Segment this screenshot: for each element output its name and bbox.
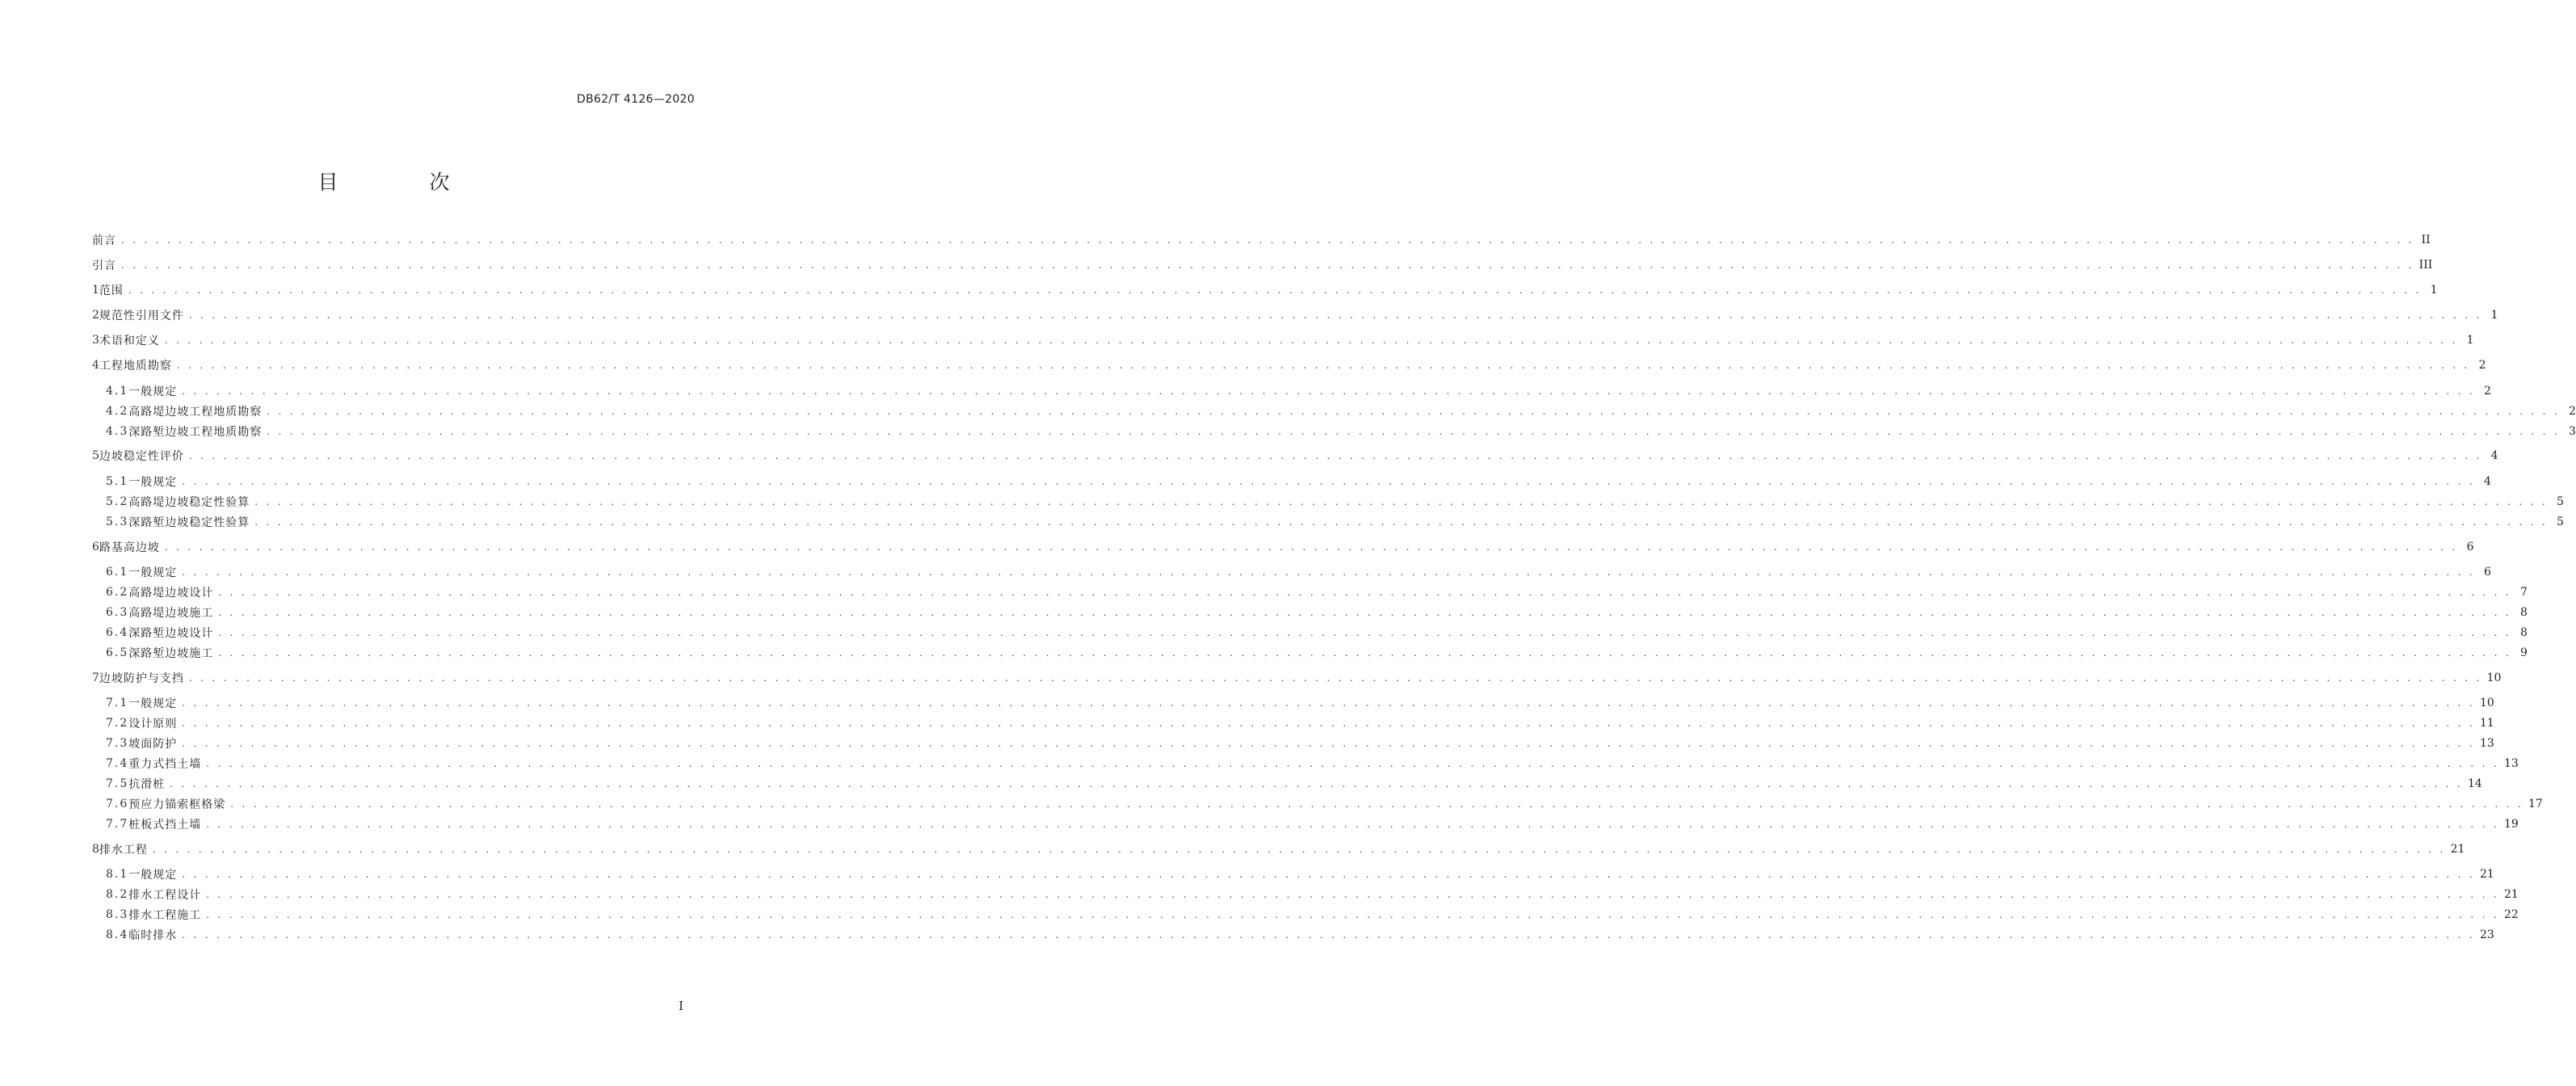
toc-entry[interactable] (92, 814, 2519, 834)
toc-entry[interactable] (92, 512, 2564, 532)
dot-leader: . . . . . . . . . . . . . . . . . . . . . . . . . . . . . . . . . . . . . . . . . . . . . . . . . . . . . . . . . . . . . . . . . . . . . . . . . . . . . . . . . . . . . . . . . . . . . . . . . . . . . . . . . . . . . . . . . . . . . . . . . . . . . . . . . . . . . . . . . . . . . . . . . . . . . . . . . . . . . . . . . . . . . . . . . . . . . . . . . . . . . . . . . . . . . . . . . . . . . . . . (218, 647, 2511, 659)
toc-entry-page: 13 (2503, 757, 2519, 770)
dot-leader: . . . . . . . . . . . . . . . . . . . . . . . . . . . . . . . . . . . . . . . . . . . . . . . . . . . . . . . . . . . . . . . . . . . . . . . . . . . . . . . . . . . . . . . . . . . . . . . . . . . . . . . . . . . . . . . . . . . . . . . . . . . . . . . . . . . . . . . . . . . . . . . . . . . . . . . . . . . . . . . . . . . . . . . . . . . . . . . . . . . . . . . . . . . . . . . . . . . . . . . . (164, 335, 2458, 346)
toc-entry-number: 7.6 (106, 798, 129, 810)
toc-entry-number: 5 (92, 449, 99, 462)
toc-entry-label: 高路堤边坡工程地质勘察 (128, 406, 263, 419)
toc-entry-page: 21 (2503, 888, 2519, 901)
dot-leader: . . . . . . . . . . . . . . . . . . . . . . . . . . . . . . . . . . . . . . . . . . . . . . . . . . . . . . . . . . . . . . . . . . . . . . . . . . . . . . . . . . . . . . . . . . . . . . . . . . . . . . . . . . . . . . . . . . . . . . . . . . . . . . . . . . . . . . . . . . . . . . . . . . . . . . . . . . . . . . . . . . . . . . . . . . . . . . . . . . . . . . . . . . . . . . . . . . . . . . . . (182, 476, 2475, 487)
toc-entry[interactable] (92, 668, 2502, 688)
dot-leader: . . . . . . . . . . . . . . . . . . . . . . . . . . . . . . . . . . . . . . . . . . . . . . . . . . . . . . . . . . . . . . . . . . . . . . . . . . . . . . . . . . . . . . . . . . . . . . . . . . . . . . . . . . . . . . . . . . . . . . . . . . . . . . . . . . . . . . . . . . . . . . . . . . . . . . . . . . . . . . . . . . . . . . . . . . . . . . . . . . . . . . . . . . . . . . . . . . . . . . . . (182, 738, 2475, 749)
dot-leader: . . . . . . . . . . . . . . . . . . . . . . . . . . . . . . . . . . . . . . . . . . . . . . . . . . . . . . . . . . . . . . . . . . . . . . . . . . . . . . . . . . . . . . . . . . . . . . . . . . . . . . . . . . . . . . . . . . . . . . . . . . . . . . . . . . . . . . . . . . . . . . . . . . . . . . . . . . . . . . . . . . . . . . . . . . . . . . . . . . . . . . . . . . . . . . . . . . . . . . . . (188, 309, 2482, 321)
toc-entry-number: 7.2 (106, 717, 129, 730)
toc-entry-number: 7.3 (106, 737, 129, 750)
toc-entry-number: 7.7 (106, 818, 129, 831)
dot-leader: . . . . . . . . . . . . . . . . . . . . . . . . . . . . . . . . . . . . . . . . . . . . . . . . . . . . . . . . . . . . . . . . . . . . . . . . . . . . . . . . . . . . . . . . . . . . . . . . . . . . . . . . . . . . . . . . . . . . . . . . . . . . . . . . . . . . . . . . . . . . . . . . . . . . . . . . . . . . . . . . . . . . . . . . . . . . . . . . . . . . . . . . . . . . . . . . . . . . . . . . (182, 869, 2475, 880)
toc-entry[interactable] (92, 381, 2491, 401)
toc-entry-page: 6 (2466, 541, 2474, 554)
toc-entry-number: 4.2 (106, 405, 129, 418)
toc-entry-label: 范围 (99, 284, 124, 297)
toc-entry-number: 5.3 (106, 516, 129, 528)
toc-entry-number: 8.1 (106, 868, 129, 881)
toc-entry[interactable] (92, 472, 2491, 491)
toc-entry-label: 一般规定 (128, 476, 178, 489)
toc-entry-number: 6.5 (106, 646, 129, 659)
dot-leader: . . . . . . . . . . . . . . . . . . . . . . . . . . . . . . . . . . . . . . . . . . . . . . . . . . . . . . . . . . . . . . . . . . . . . . . . . . . . . . . . . . . . . . . . . . . . . . . . . . . . . . . . . . . . . . . . . . . . . . . . . . . . . . . . . . . . . . . . . . . . . . . . . . . . . . . . . . . . . . . . . . . . . . . . . . . . . . . . . . . . . . . . . . . . . . . . . . . . . . . . (170, 778, 2463, 789)
page-title: 目 次 (317, 170, 485, 194)
toc-entry-number: 6.2 (106, 586, 129, 599)
toc-entry-page: III (2418, 259, 2433, 272)
toc-entry-label: 排水工程设计 (128, 889, 202, 902)
toc-entry[interactable] (92, 693, 2494, 713)
toc-entry-label: 边坡稳定性评价 (99, 450, 184, 463)
toc-entry-label: 排水工程施工 (128, 909, 202, 922)
toc-entry-number: 7 (92, 671, 99, 684)
dot-leader: . . . . . . . . . . . . . . . . . . . . . . . . . . . . . . . . . . . . . . . . . . . . . . . . . . . . . . . . . . . . . . . . . . . . . . . . . . . . . . . . . . . . . . . . . . . . . . . . . . . . . . . . . . . . . . . . . . . . . . . . . . . . . . . . . . . . . . . . . . . . . . . . . . . . . . . . . . . . . . . . . . . . . . . . . . . . . . . . . . . . . . . . . . . . . . . . . . . . . . . . (176, 360, 2470, 371)
toc-entry-number: 7.4 (106, 757, 129, 770)
toc-entry[interactable] (92, 925, 2494, 945)
toc-entry-number: 2 (92, 309, 99, 322)
dot-leader: . . . . . . . . . . . . . . . . . . . . . . . . . . . . . . . . . . . . . . . . . . . . . . . . . . . . . . . . . . . . . . . . . . . . . . . . . . . . . . . . . . . . . . . . . . . . . . . . . . . . . . . . . . . . . . . . . . . . . . . . . . . . . . . . . . . . . . . . . . . . . . . . . . . . . . . . . . . . . . . . . . . . . . . . . . . . . . . . . . . . . . . . . . . . . . . . . . . . . . . . (218, 627, 2511, 638)
toc-entry[interactable] (92, 330, 2474, 350)
dot-leader: . . . . . . . . . . . . . . . . . . . . . . . . . . . . . . . . . . . . . . . . . . . . . . . . . . . . . . . . . . . . . . . . . . . . . . . . . . . . . . . . . . . . . . . . . . . . . . . . . . . . . . . . . . . . . . . . . . . . . . . . . . . . . . . . . . . . . . . . . . . . . . . . . . . . . . . . . . . . . . . . . . . . . . . . . . . . . . . . . . . . . . . . . . . . . . . . . . . . . . . . (254, 496, 2548, 507)
toc-entry-page: 2 (2569, 405, 2576, 418)
toc-entry[interactable] (92, 402, 2576, 421)
toc-entry[interactable] (92, 754, 2519, 773)
toc-entry-page: 2 (2484, 385, 2491, 398)
toc-entry[interactable] (92, 603, 2528, 622)
toc-entry-page: 19 (2503, 818, 2519, 831)
toc-entry-label: 临时排水 (128, 929, 178, 942)
toc-entry-number: 7.5 (106, 777, 129, 790)
toc-entry-number: 4.3 (106, 425, 129, 438)
dot-leader: . . . . . . . . . . . . . . . . . . . . . . . . . . . . . . . . . . . . . . . . . . . . . . . . . . . . . . . . . . . . . . . . . . . . . . . . . . . . . . . . . . . . . . . . . . . . . . . . . . . . . . . . . . . . . . . . . . . . . . . . . . . . . . . . . . . . . . . . . . . . . . . . . . . . . . . . . . . . . . . . . . . . . . . . . . . . . . . . . . . . . . . . . . . . . . . . . . . . . . . . (121, 259, 2414, 271)
toc-entry-label: 工程地质勘察 (99, 360, 172, 373)
toc-entry-page: 3 (2569, 425, 2576, 438)
toc-entry[interactable] (92, 446, 2498, 465)
dot-leader: . . . . . . . . . . . . . . . . . . . . . . . . . . . . . . . . . . . . . . . . . . . . . . . . . . . . . . . . . . . . . . . . . . . . . . . . . . . . . . . . . . . . . . . . . . . . . . . . . . . . . . . . . . . . . . . . . . . . . . . . . . . . . . . . . . . . . . . . . . . . . . . . . . . . . . . . . . . . . . . . . . . . . . . . . . . . . . . . . . . . . . . . . . . . . . . . . . . . . . . . (182, 566, 2475, 578)
toc-entry-number: 4 (92, 359, 99, 372)
toc-entry-page: 1 (2490, 309, 2498, 322)
toc-entry-page: 23 (2479, 928, 2494, 941)
dot-leader: . . . . . . . . . . . . . . . . . . . . . . . . . . . . . . . . . . . . . . . . . . . . . . . . . . . . . . . . . . . . . . . . . . . . . . . . . . . . . . . . . . . . . . . . . . . . . . . . . . . . . . . . . . . . . . . . . . . . . . . . . . . . . . . . . . . . . . . . . . . . . . . . . . . . . . . . . . . . . . . . . . . . . . . . . . . . . . . . . . . . . . . . . . . . . . . . . . . . . . . . (267, 406, 2560, 417)
toc-entry-label: 引言 (92, 259, 116, 272)
toc-entry-label: 一般规定 (128, 697, 178, 710)
dot-leader: . . . . . . . . . . . . . . . . . . . . . . . . . . . . . . . . . . . . . . . . . . . . . . . . . . . . . . . . . . . . . . . . . . . . . . . . . . . . . . . . . . . . . . . . . . . . . . . . . . . . . . . . . . . . . . . . . . . . . . . . . . . . . . . . . . . . . . . . . . . . . . . . . . . . . . . . . . . . . . . . . . . . . . . . . . . . . . . . . . . . . . . . . . . . . . . . . . . . . . . . (152, 844, 2446, 855)
toc-entry-page: 7 (2520, 586, 2528, 599)
toc-entry-label: 深路堑边坡工程地质勘察 (128, 426, 263, 439)
toc-entry-number: 8.2 (106, 888, 129, 901)
toc-entry-label: 术语和定义 (99, 335, 160, 347)
toc-entry-page: 14 (2467, 777, 2482, 790)
toc-entry[interactable] (92, 230, 2431, 250)
toc-entry-label: 排水工程 (99, 844, 148, 857)
dot-leader: . . . . . . . . . . . . . . . . . . . . . . . . . . . . . . . . . . . . . . . . . . . . . . . . . . . . . . . . . . . . . . . . . . . . . . . . . . . . . . . . . . . . . . . . . . . . . . . . . . . . . . . . . . . . . . . . . . . . . . . . . . . . . . . . . . . . . . . . . . . . . . . . . . . . . . . . . . . . . . . . . . . . . . . . . . . . . . . . . . . . . . . . . . . . . . . . . . . . . . . . (188, 450, 2482, 461)
dot-leader: . . . . . . . . . . . . . . . . . . . . . . . . . . . . . . . . . . . . . . . . . . . . . . . . . . . . . . . . . . . . . . . . . . . . . . . . . . . . . . . . . . . . . . . . . . . . . . . . . . . . . . . . . . . . . . . . . . . . . . . . . . . . . . . . . . . . . . . . . . . . . . . . . . . . . . . . . . . . . . . . . . . . . . . . . . . . . . . . . . . . . . . . . . . . . . . . . . . . . . . . (254, 516, 2548, 528)
dot-leader: . . . . . . . . . . . . . . . . . . . . . . . . . . . . . . . . . . . . . . . . . . . . . . . . . . . . . . . . . . . . . . . . . . . . . . . . . . . . . . . . . . . . . . . . . . . . . . . . . . . . . . . . . . . . . . . . . . . . . . . . . . . . . . . . . . . . . . . . . . . . . . . . . . . . . . . . . . . . . . . . . . . . . . . . . . . . . . . . . . . . . . . . . . . . . . . . . . . . . . . . (206, 889, 2499, 900)
toc-entry[interactable] (92, 492, 2564, 511)
toc-entry-label: 一般规定 (128, 385, 178, 398)
toc-entry-number: 6.3 (106, 606, 129, 619)
toc-entry-page: 11 (2479, 717, 2494, 730)
toc-entry[interactable] (92, 623, 2528, 642)
toc-entry[interactable] (92, 356, 2486, 375)
toc-entry-number: 6.4 (106, 626, 129, 639)
toc-entry-label: 一般规定 (128, 566, 178, 579)
toc-entry[interactable] (92, 713, 2494, 733)
toc-entry-number: 8 (92, 843, 99, 856)
toc-entry[interactable] (92, 280, 2438, 300)
toc-entry-page: 21 (2479, 868, 2494, 881)
toc-entry-page: 8 (2520, 606, 2528, 619)
toc-entry[interactable] (92, 905, 2519, 924)
toc-entry-label: 抗滑桩 (128, 778, 166, 791)
toc-entry-label: 一般规定 (128, 869, 178, 882)
dot-leader: . . . . . . . . . . . . . . . . . . . . . . . . . . . . . . . . . . . . . . . . . . . . . . . . . . . . . . . . . . . . . . . . . . . . . . . . . . . . . . . . . . . . . . . . . . . . . . . . . . . . . . . . . . . . . . . . . . . . . . . . . . . . . . . . . . . . . . . . . . . . . . . . . . . . . . . . . . . . . . . . . . . . . . . . . . . . . . . . . . . . . . . . . . . . . . . . . . . . . . . . (121, 234, 2414, 246)
toc-entry[interactable] (92, 865, 2494, 884)
toc-entry-label: 设计原则 (128, 718, 178, 730)
toc-entry-page: II (2421, 234, 2431, 246)
toc-entry-label: 深路堑边坡稳定性验算 (128, 516, 250, 529)
toc-entry-label: 高路堤边坡设计 (128, 587, 214, 600)
toc-entry-label: 前言 (92, 234, 116, 247)
toc-entry[interactable] (92, 537, 2474, 557)
toc-entry-label: 预应力锚索框格梁 (128, 798, 226, 811)
toc-entry[interactable] (92, 794, 2543, 814)
dot-leader: . . . . . . . . . . . . . . . . . . . . . . . . . . . . . . . . . . . . . . . . . . . . . . . . . . . . . . . . . . . . . . . . . . . . . . . . . . . . . . . . . . . . . . . . . . . . . . . . . . . . . . . . . . . . . . . . . . . . . . . . . . . . . . . . . . . . . . . . . . . . . . . . . . . . . . . . . . . . . . . . . . . . . . . . . . . . . . . . . . . . . . . . . . . . . . . . . . . . . . . . (182, 697, 2475, 709)
dot-leader: . . . . . . . . . . . . . . . . . . . . . . . . . . . . . . . . . . . . . . . . . . . . . . . . . . . . . . . . . . . . . . . . . . . . . . . . . . . . . . . . . . . . . . . . . . . . . . . . . . . . . . . . . . . . . . . . . . . . . . . . . . . . . . . . . . . . . . . . . . . . . . . . . . . . . . . . . . . . . . . . . . . . . . . . . . . . . . . . . . . . . . . . . . . . . . . . . . . . . . . . (218, 607, 2511, 618)
toc-entry-page: 21 (2450, 843, 2465, 856)
toc-entry-page: 1 (2466, 334, 2474, 347)
toc-entry-number: 5.1 (106, 475, 129, 488)
toc-entry-label: 路基高边坡 (99, 541, 160, 554)
toc-entry-page: 6 (2484, 566, 2491, 579)
dot-leader: . . . . . . . . . . . . . . . . . . . . . . . . . . . . . . . . . . . . . . . . . . . . . . . . . . . . . . . . . . . . . . . . . . . . . . . . . . . . . . . . . . . . . . . . . . . . . . . . . . . . . . . . . . . . . . . . . . . . . . . . . . . . . . . . . . . . . . . . . . . . . . . . . . . . . . . . . . . . . . . . . . . . . . . . . . . . . . . . . . . . . . . . . . . . . . . . . . . . . . . . (182, 385, 2475, 397)
dot-leader: . . . . . . . . . . . . . . . . . . . . . . . . . . . . . . . . . . . . . . . . . . . . . . . . . . . . . . . . . . . . . . . . . . . . . . . . . . . . . . . . . . . . . . . . . . . . . . . . . . . . . . . . . . . . . . . . . . . . . . . . . . . . . . . . . . . . . . . . . . . . . . . . . . . . . . . . . . . . . . . . . . . . . . . . . . . . . . . . . . . . . . . . . . . . . . . . . . . . . . . . (206, 819, 2499, 830)
toc-entry-number: 5.2 (106, 495, 129, 508)
toc-entry-number: 4.1 (106, 385, 129, 398)
page-number: I (679, 999, 683, 1013)
dot-leader: . . . . . . . . . . . . . . . . . . . . . . . . . . . . . . . . . . . . . . . . . . . . . . . . . . . . . . . . . . . . . . . . . . . . . . . . . . . . . . . . . . . . . . . . . . . . . . . . . . . . . . . . . . . . . . . . . . . . . . . . . . . . . . . . . . . . . . . . . . . . . . . . . . . . . . . . . . . . . . . . . . . . . . . . . . . . . . . . . . . . . . . . . . . . . . . . . . . . . . . . (182, 718, 2475, 729)
toc-entry[interactable] (92, 734, 2494, 753)
toc-entry[interactable] (92, 422, 2576, 441)
toc-entry-page: 5 (2557, 495, 2564, 508)
dot-leader: . . . . . . . . . . . . . . . . . . . . . . . . . . . . . . . . . . . . . . . . . . . . . . . . . . . . . . . . . . . . . . . . . . . . . . . . . . . . . . . . . . . . . . . . . . . . . . . . . . . . . . . . . . . . . . . . . . . . . . . . . . . . . . . . . . . . . . . . . . . . . . . . . . . . . . . . . . . . . . . . . . . . . . . . . . . . . . . . . . . . . . . . . . . . . . . . . . . . . . . . (164, 541, 2458, 553)
toc-entry-label: 深路堑边坡施工 (128, 647, 214, 660)
toc-entry[interactable] (92, 774, 2482, 793)
toc-entry-page: 4 (2490, 449, 2498, 462)
dot-leader: . . . . . . . . . . . . . . . . . . . . . . . . . . . . . . . . . . . . . . . . . . . . . . . . . . . . . . . . . . . . . . . . . . . . . . . . . . . . . . . . . . . . . . . . . . . . . . . . . . . . . . . . . . . . . . . . . . . . . . . . . . . . . . . . . . . . . . . . . . . . . . . . . . . . . . . . . . . . . . . . . . . . . . . . . . . . . . . . . . . . . . . . . . . . . . . . . . . . . . . . (206, 909, 2499, 920)
toc-entry-label: 边坡防护与支挡 (99, 672, 184, 685)
dot-leader: . . . . . . . . . . . . . . . . . . . . . . . . . . . . . . . . . . . . . . . . . . . . . . . . . . . . . . . . . . . . . . . . . . . . . . . . . . . . . . . . . . . . . . . . . . . . . . . . . . . . . . . . . . . . . . . . . . . . . . . . . . . . . . . . . . . . . . . . . . . . . . . . . . . . . . . . . . . . . . . . . . . . . . . . . . . . . . . . . . . . . . . . . . . . . . . . . . . . . . . . (267, 426, 2560, 437)
toc-entry[interactable] (92, 643, 2528, 663)
standard-code: DB62/T 4126—2020 (577, 93, 695, 106)
toc-entry-label: 规范性引用文件 (99, 309, 184, 322)
toc-entry-number: 6.1 (106, 566, 129, 579)
toc-entry-label: 高路堤边坡施工 (128, 607, 214, 620)
toc-entry-page: 13 (2479, 737, 2494, 750)
toc-entry-number: 3 (92, 334, 99, 347)
toc-entry[interactable] (92, 583, 2528, 602)
toc-entry-page: 2 (2478, 359, 2486, 372)
toc-entry-label: 高路堤边坡稳定性验算 (128, 496, 250, 509)
toc-entry-page: 8 (2520, 626, 2528, 639)
toc-entry[interactable] (92, 255, 2433, 275)
toc-entry-page: 10 (2479, 697, 2494, 709)
toc-entry-page: 5 (2557, 516, 2564, 528)
toc-entry-page: 1 (2430, 284, 2438, 297)
dot-leader: . . . . . . . . . . . . . . . . . . . . . . . . . . . . . . . . . . . . . . . . . . . . . . . . . . . . . . . . . . . . . . . . . . . . . . . . . . . . . . . . . . . . . . . . . . . . . . . . . . . . . . . . . . . . . . . . . . . . . . . . . . . . . . . . . . . . . . . . . . . . . . . . . . . . . . . . . . . . . . . . . . . . . . . . . . . . . . . . . . . . . . . . . . . . . . . . . . . . . . . . (230, 798, 2523, 810)
toc-entry[interactable] (92, 840, 2465, 859)
toc-entry-page: 10 (2486, 671, 2502, 684)
toc-entry-page: 17 (2528, 798, 2543, 810)
dot-leader: . . . . . . . . . . . . . . . . . . . . . . . . . . . . . . . . . . . . . . . . . . . . . . . . . . . . . . . . . . . . . . . . . . . . . . . . . . . . . . . . . . . . . . . . . . . . . . . . . . . . . . . . . . . . . . . . . . . . . . . . . . . . . . . . . . . . . . . . . . . . . . . . . . . . . . . . . . . . . . . . . . . . . . . . . . . . . . . . . . . . . . . . . . . . . . . . . . . . . . . . (206, 758, 2499, 769)
toc-entry-number: 8.4 (106, 928, 129, 941)
toc-entry-number: 1 (92, 284, 99, 297)
toc-entry-page: 4 (2484, 475, 2491, 488)
dot-leader: . . . . . . . . . . . . . . . . . . . . . . . . . . . . . . . . . . . . . . . . . . . . . . . . . . . . . . . . . . . . . . . . . . . . . . . . . . . . . . . . . . . . . . . . . . . . . . . . . . . . . . . . . . . . . . . . . . . . . . . . . . . . . . . . . . . . . . . . . . . . . . . . . . . . . . . . . . . . . . . . . . . . . . . . . . . . . . . . . . . . . . . . . . . . . . . . . . . . . . . . (218, 587, 2511, 598)
dot-leader: . . . . . . . . . . . . . . . . . . . . . . . . . . . . . . . . . . . . . . . . . . . . . . . . . . . . . . . . . . . . . . . . . . . . . . . . . . . . . . . . . . . . . . . . . . . . . . . . . . . . . . . . . . . . . . . . . . . . . . . . . . . . . . . . . . . . . . . . . . . . . . . . . . . . . . . . . . . . . . . . . . . . . . . . . . . . . . . . . . . . . . . . . . . . . . . . . . . . . . . . (182, 929, 2475, 941)
toc-entry-label: 深路堑边坡设计 (128, 627, 214, 640)
dot-leader: . . . . . . . . . . . . . . . . . . . . . . . . . . . . . . . . . . . . . . . . . . . . . . . . . . . . . . . . . . . . . . . . . . . . . . . . . . . . . . . . . . . . . . . . . . . . . . . . . . . . . . . . . . . . . . . . . . . . . . . . . . . . . . . . . . . . . . . . . . . . . . . . . . . . . . . . . . . . . . . . . . . . . . . . . . . . . . . . . . . . . . . . . . . . . . . . . . . . . . . . (188, 672, 2482, 684)
toc-entry-number: 6 (92, 541, 99, 554)
toc-entry[interactable] (92, 562, 2491, 582)
toc-entry-label: 桩板式挡土墙 (128, 819, 202, 831)
toc-entry[interactable] (92, 305, 2498, 325)
toc-entry-label: 坡面防护 (128, 738, 178, 751)
toc-entry-number: 8.3 (106, 908, 129, 921)
toc-entry-page: 9 (2520, 646, 2528, 659)
toc-entry-number: 7.1 (106, 697, 129, 709)
dot-leader: . . . . . . . . . . . . . . . . . . . . . . . . . . . . . . . . . . . . . . . . . . . . . . . . . . . . . . . . . . . . . . . . . . . . . . . . . . . . . . . . . . . . . . . . . . . . . . . . . . . . . . . . . . . . . . . . . . . . . . . . . . . . . . . . . . . . . . . . . . . . . . . . . . . . . . . . . . . . . . . . . . . . . . . . . . . . . . . . . . . . . . . . . . . . . . . . . . . . . . . . (128, 284, 2422, 296)
toc-entry[interactable] (92, 885, 2519, 904)
toc-entry-label: 重力式挡土墙 (128, 758, 202, 771)
toc-entry-page: 22 (2503, 908, 2519, 921)
